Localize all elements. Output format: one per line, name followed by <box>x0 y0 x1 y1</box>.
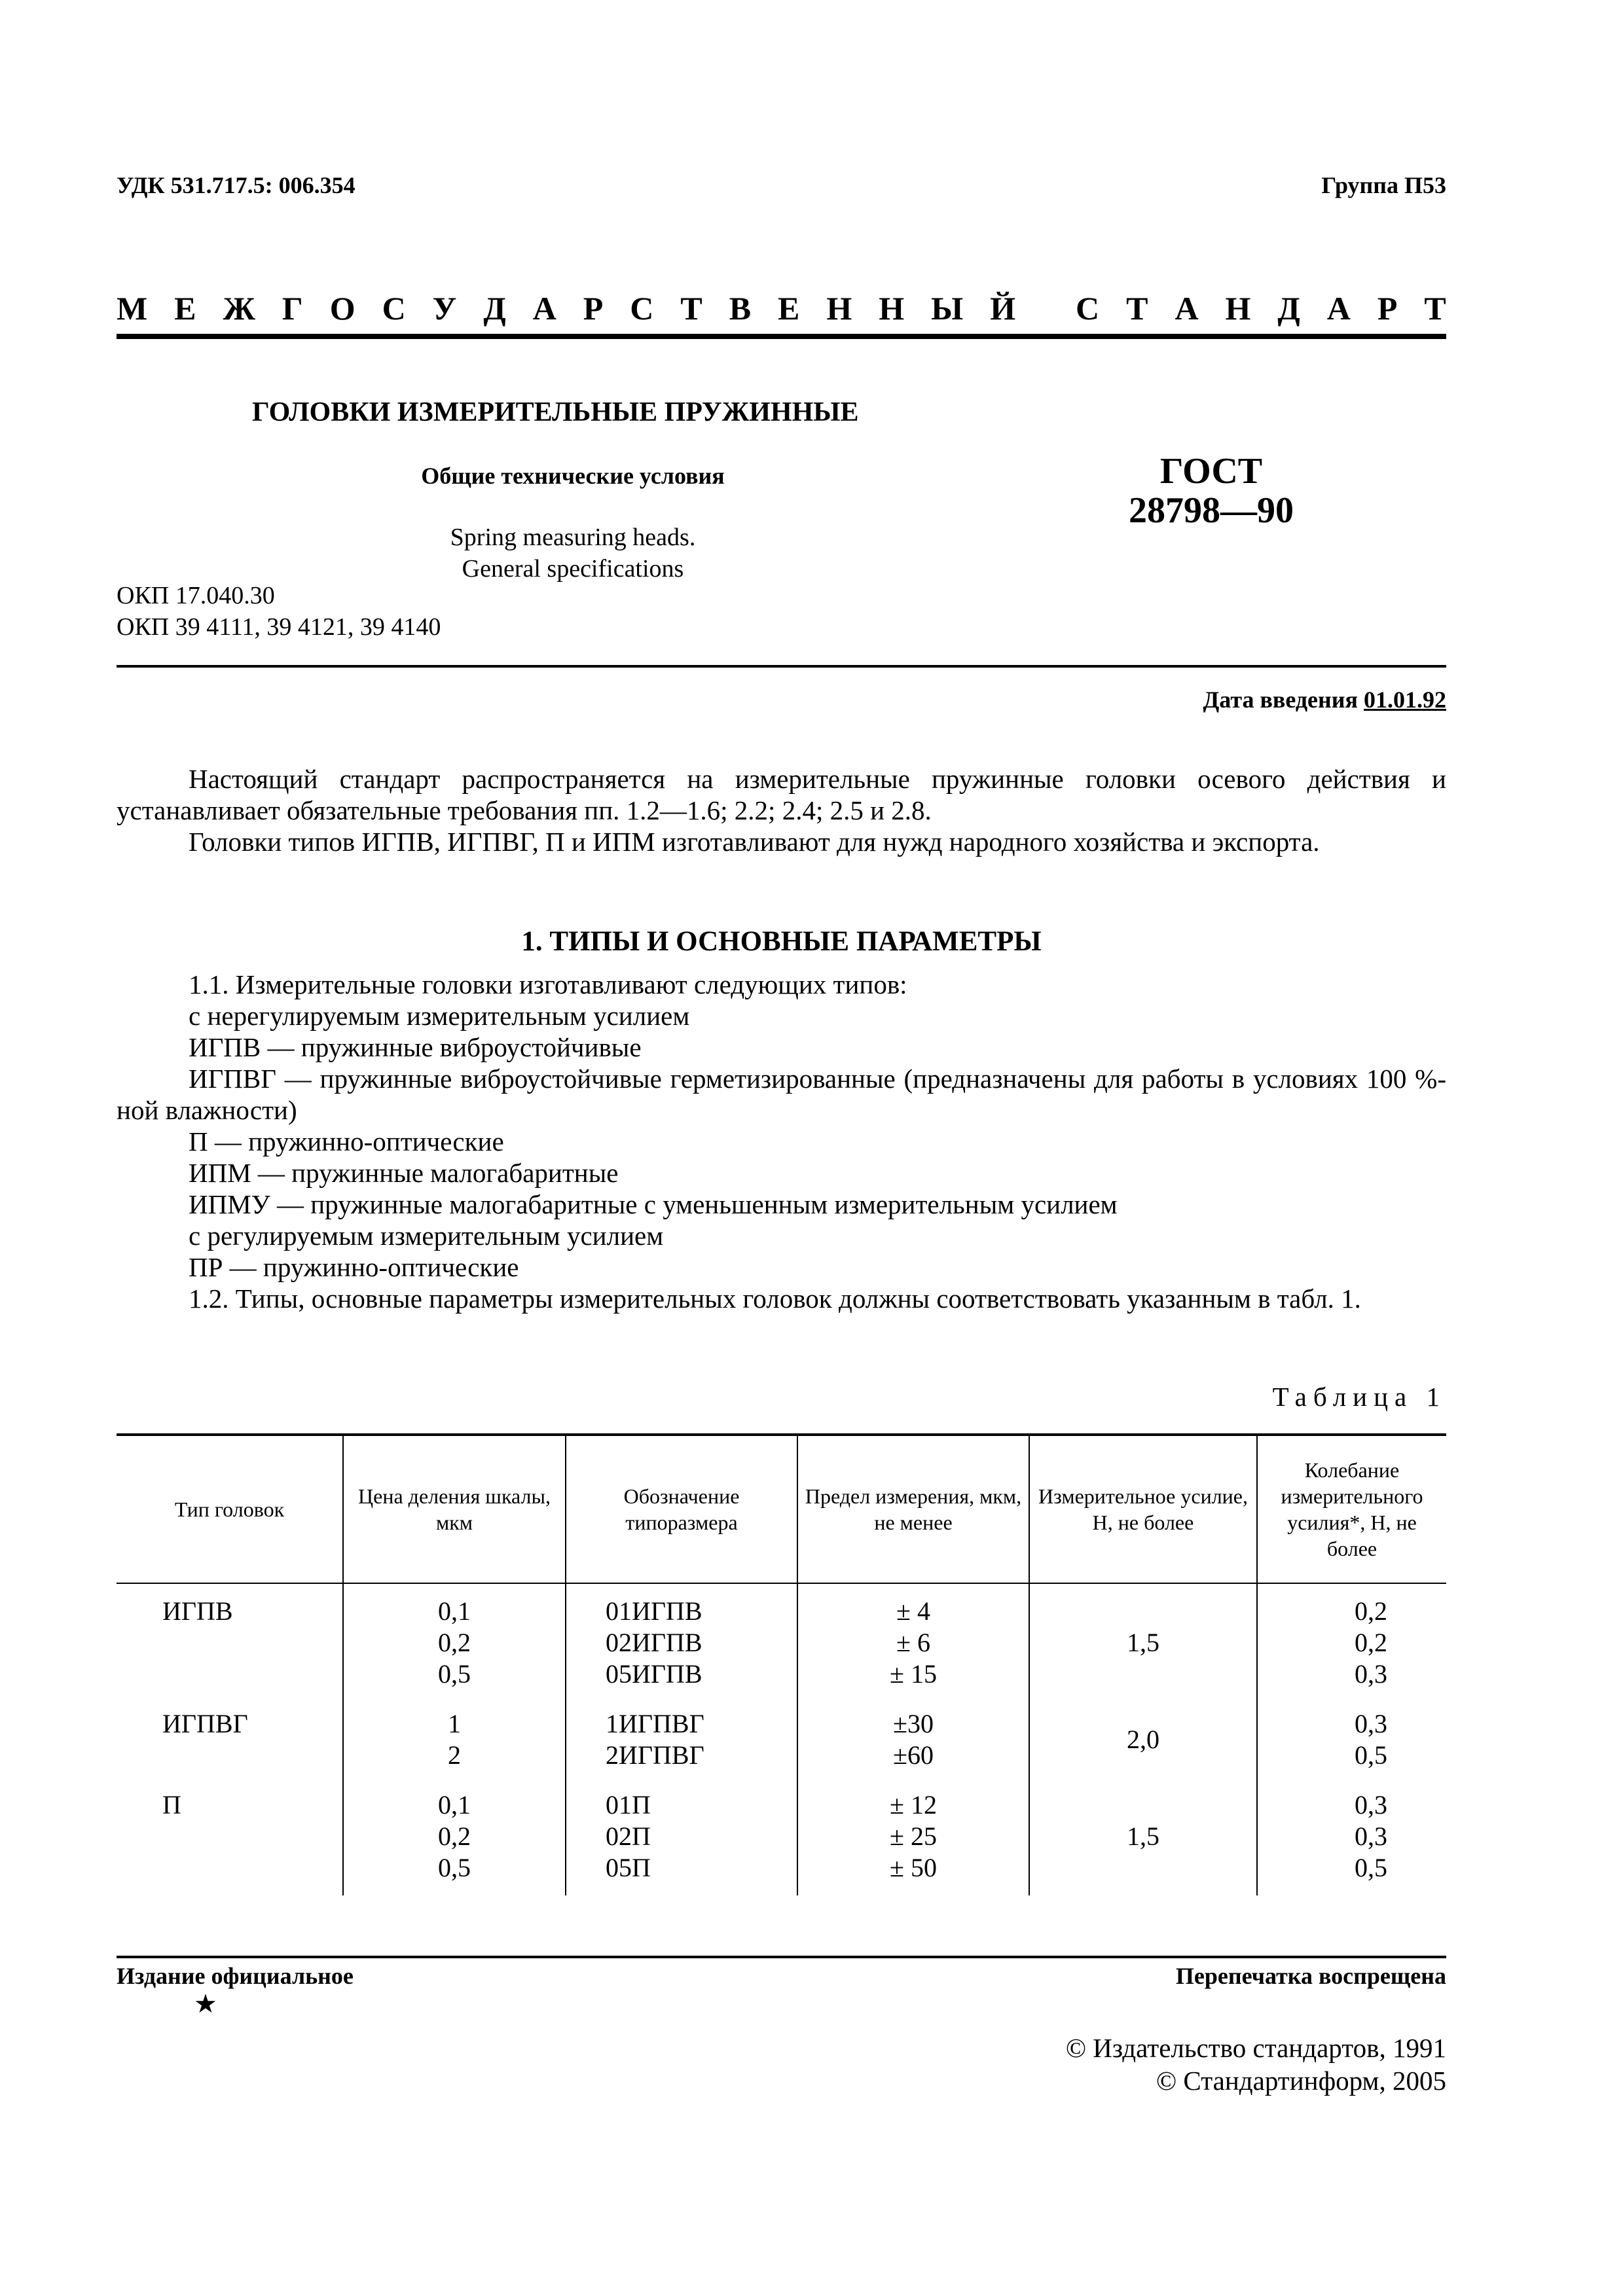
cell-limit-value: ± 50 <box>890 1853 937 1882</box>
cell-oscillation-value: 0,3 <box>1355 1709 1387 1738</box>
group-code: Группа П53 <box>1321 172 1446 198</box>
banner-word-gap <box>1042 289 1049 327</box>
cell-designation <box>566 1778 797 1895</box>
cell-limit-value: ± 25 <box>890 1821 937 1851</box>
table-row <box>117 1696 1446 1778</box>
header-type: Тип головок <box>117 1435 343 1583</box>
banner-letter: Н <box>1225 290 1251 327</box>
gost-label: ГОСТ <box>1159 451 1263 492</box>
section-1-line: с нерегулируемым измерительным усилием <box>189 1001 690 1031</box>
cell-type: ИГПВГ <box>162 1709 248 1738</box>
cell-designation <box>566 1583 797 1696</box>
interstate-standard-banner <box>117 289 1446 327</box>
banner-letter: Н <box>826 290 852 327</box>
cell-division-value: 0,5 <box>438 1659 471 1689</box>
cell-division <box>343 1583 566 1696</box>
intro-paragraph-2: Головки типов ИГПВ, ИГПВГ, П и ИПМ изготавливают для нужд народного хозяйства и экспорта. <box>189 827 1320 857</box>
english-title <box>252 522 894 584</box>
banner-letter: Т <box>680 290 702 327</box>
section-1-line: ПР — пружинно-оптические <box>189 1252 519 1282</box>
banner-letter: А <box>1175 290 1199 327</box>
cell-designation <box>566 1696 797 1778</box>
cell-division-value: 0,5 <box>438 1853 471 1882</box>
cell-oscillation <box>1257 1583 1446 1696</box>
cell-designation-value: 01ИГПВ <box>606 1596 702 1626</box>
header-force: Измерительное усилие, Н, не более <box>1029 1435 1257 1583</box>
cell-designation-value: 02ИГПВ <box>606 1628 702 1657</box>
footer-rule <box>117 1956 1446 1958</box>
cell-limit-value: ± 15 <box>890 1659 937 1689</box>
cell-limit-value: ± 4 <box>896 1596 930 1626</box>
cell-limit <box>797 1583 1029 1696</box>
banner-rule <box>117 334 1446 339</box>
banner-letter: Ы <box>931 290 964 327</box>
banner-letter: Г <box>282 290 303 327</box>
cell-oscillation <box>1257 1778 1446 1895</box>
banner-letter: Т <box>1424 290 1446 327</box>
banner-letter: С <box>382 290 406 327</box>
document-subtitle: Общие технические условия <box>421 463 725 489</box>
cell-division-value: 1 <box>448 1709 461 1738</box>
banner-letter: В <box>729 290 752 327</box>
cell-division-value: 0,1 <box>438 1790 471 1820</box>
banner-letter: Е <box>174 290 196 327</box>
section-1-heading: 1. ТИПЫ И ОСНОВНЫЕ ПАРАМЕТРЫ <box>521 926 1042 957</box>
okp-line-2: ОКП 39 4111, 39 4121, 39 4140 <box>117 613 441 641</box>
banner-letter: С <box>1076 290 1100 327</box>
cell-force: 2,0 <box>1029 1696 1257 1778</box>
banner-letter: Е <box>778 290 800 327</box>
banner-letter: Д <box>1277 290 1300 327</box>
cell-force: 1,5 <box>1029 1778 1257 1895</box>
reprint-prohibited: Перепечатка воспрещена <box>1175 1963 1446 1989</box>
cell-limit-value: ±60 <box>893 1740 934 1770</box>
section-1-line: 1.1. Измерительные головки изготавливают следующих типов: <box>189 969 907 999</box>
effective-date <box>1203 686 1447 713</box>
okp-codes <box>117 580 441 643</box>
banner-letter: Д <box>483 290 506 327</box>
banner-letter: У <box>432 290 457 327</box>
cell-designation-value: 05ИГПВ <box>606 1659 702 1689</box>
cell-oscillation-value: 0,5 <box>1355 1853 1387 1882</box>
parameters-table <box>117 1433 1446 1895</box>
banner-letter: Ж <box>223 290 255 327</box>
table-row <box>117 1583 1446 1696</box>
copyright-block <box>1066 2032 1446 2097</box>
effective-date-value: 01.01.92 <box>1364 687 1446 713</box>
section-1-line: 1.2. Типы, основные параметры измерительных головок должны соответствовать указанным в табл. 1. <box>189 1283 1361 1314</box>
english-title-line1: Spring measuring heads. <box>450 524 696 551</box>
cell-division-value: 0,1 <box>438 1596 471 1626</box>
header-divider <box>117 665 1446 668</box>
cell-oscillation-value: 0,3 <box>1355 1821 1387 1851</box>
gost-number <box>1080 452 1342 530</box>
effective-date-label: Дата введения <box>1203 687 1358 713</box>
cell-division-value: 0,2 <box>438 1628 471 1657</box>
cell-designation-value: 1ИГПВГ <box>606 1709 704 1738</box>
intro-paragraph-1: Настоящий стандарт распространяется на измерительные пружинные головки осевого действия и устанавливает обязательные требования пп. 1.2—1.6; 2.2; 2.4; 2.5 и 2.8. <box>117 764 1446 825</box>
cell-type: ИГПВ <box>162 1596 233 1626</box>
star-icon: ★ <box>194 1989 217 2018</box>
banner-letter: Й <box>990 290 1016 327</box>
udk-code: УДК 531.717.5: 006.354 <box>117 172 356 198</box>
cell-division-value: 0,2 <box>438 1821 471 1851</box>
section-1-line: ИПМ — пружинные малогабаритные <box>189 1158 619 1188</box>
cell-designation-value: 02П <box>606 1821 651 1851</box>
cell-oscillation-value: 0,2 <box>1355 1628 1387 1657</box>
table-caption: Таблица 1 <box>1272 1382 1446 1412</box>
okp-line-1: ОКП 17.040.30 <box>117 582 275 609</box>
banner-letter: А <box>532 290 556 327</box>
section-1-line: с регулируемым измерительным усилием <box>189 1221 664 1251</box>
official-edition: Издание официальное <box>117 1963 354 1989</box>
cell-designation-value: 01П <box>606 1790 651 1820</box>
banner-letter: А <box>1326 290 1351 327</box>
cell-designation-value: 2ИГПВГ <box>606 1740 704 1770</box>
table-header-row <box>117 1435 1446 1583</box>
section-1-body <box>117 969 1446 1314</box>
cell-limit-value: ± 12 <box>890 1790 937 1820</box>
cell-limit-value: ±30 <box>893 1709 934 1738</box>
cell-type: П <box>162 1790 181 1820</box>
english-title-line2: General specifications <box>462 555 684 583</box>
banner-letter: Т <box>1126 290 1148 327</box>
header-oscillation: Колебание измерительного усилия*, Н, не более <box>1257 1435 1446 1583</box>
table-row <box>117 1778 1446 1895</box>
section-1-line: ИГПВГ — пружинные виброустойчивые герметизированные (предназначены для работы в условиях 100 %-ной влажности) <box>117 1064 1446 1125</box>
document-title: ГОЛОВКИ ИЗМЕРИТЕЛЬНЫЕ ПРУЖИННЫЕ <box>252 397 859 427</box>
cell-force: 1,5 <box>1029 1583 1257 1696</box>
intro-text <box>117 763 1446 857</box>
banner-letter: О <box>329 290 356 327</box>
cell-oscillation-value: 0,3 <box>1355 1659 1387 1689</box>
banner-letter: М <box>117 290 148 327</box>
copyright-line-1: © Издательство стандартов, 1991 <box>1065 2033 1446 2063</box>
cell-division <box>343 1696 566 1778</box>
header-division: Цена деления шкалы, мкм <box>343 1435 566 1583</box>
section-1-line: П — пружинно-оптические <box>189 1126 504 1157</box>
header-designation: Обозначение типоразмера <box>566 1435 797 1583</box>
cell-limit <box>797 1696 1029 1778</box>
gost-code: 28798—90 <box>1129 490 1294 531</box>
banner-letter: С <box>630 290 654 327</box>
cell-designation-value: 05П <box>606 1853 651 1882</box>
header-limit: Предел измерения, мкм, не менее <box>797 1435 1029 1583</box>
banner-letter: Р <box>583 290 604 327</box>
cell-oscillation-value: 0,3 <box>1355 1790 1387 1820</box>
cell-oscillation <box>1257 1696 1446 1778</box>
cell-oscillation-value: 0,2 <box>1355 1596 1387 1626</box>
banner-letter: Р <box>1377 290 1398 327</box>
cell-division-value: 2 <box>448 1740 461 1770</box>
cell-division <box>343 1778 566 1895</box>
copyright-line-2: © Стандартинформ, 2005 <box>1156 2066 1446 2096</box>
cell-limit <box>797 1778 1029 1895</box>
banner-letter: Н <box>879 290 905 327</box>
section-1-line: ИГПВ — пружинные виброустойчивые <box>189 1032 642 1062</box>
section-1-line: ИПМУ — пружинные малогабаритные с уменьшенным измерительным усилием <box>189 1189 1118 1219</box>
cell-limit-value: ± 6 <box>896 1628 930 1657</box>
cell-oscillation-value: 0,5 <box>1355 1740 1387 1770</box>
